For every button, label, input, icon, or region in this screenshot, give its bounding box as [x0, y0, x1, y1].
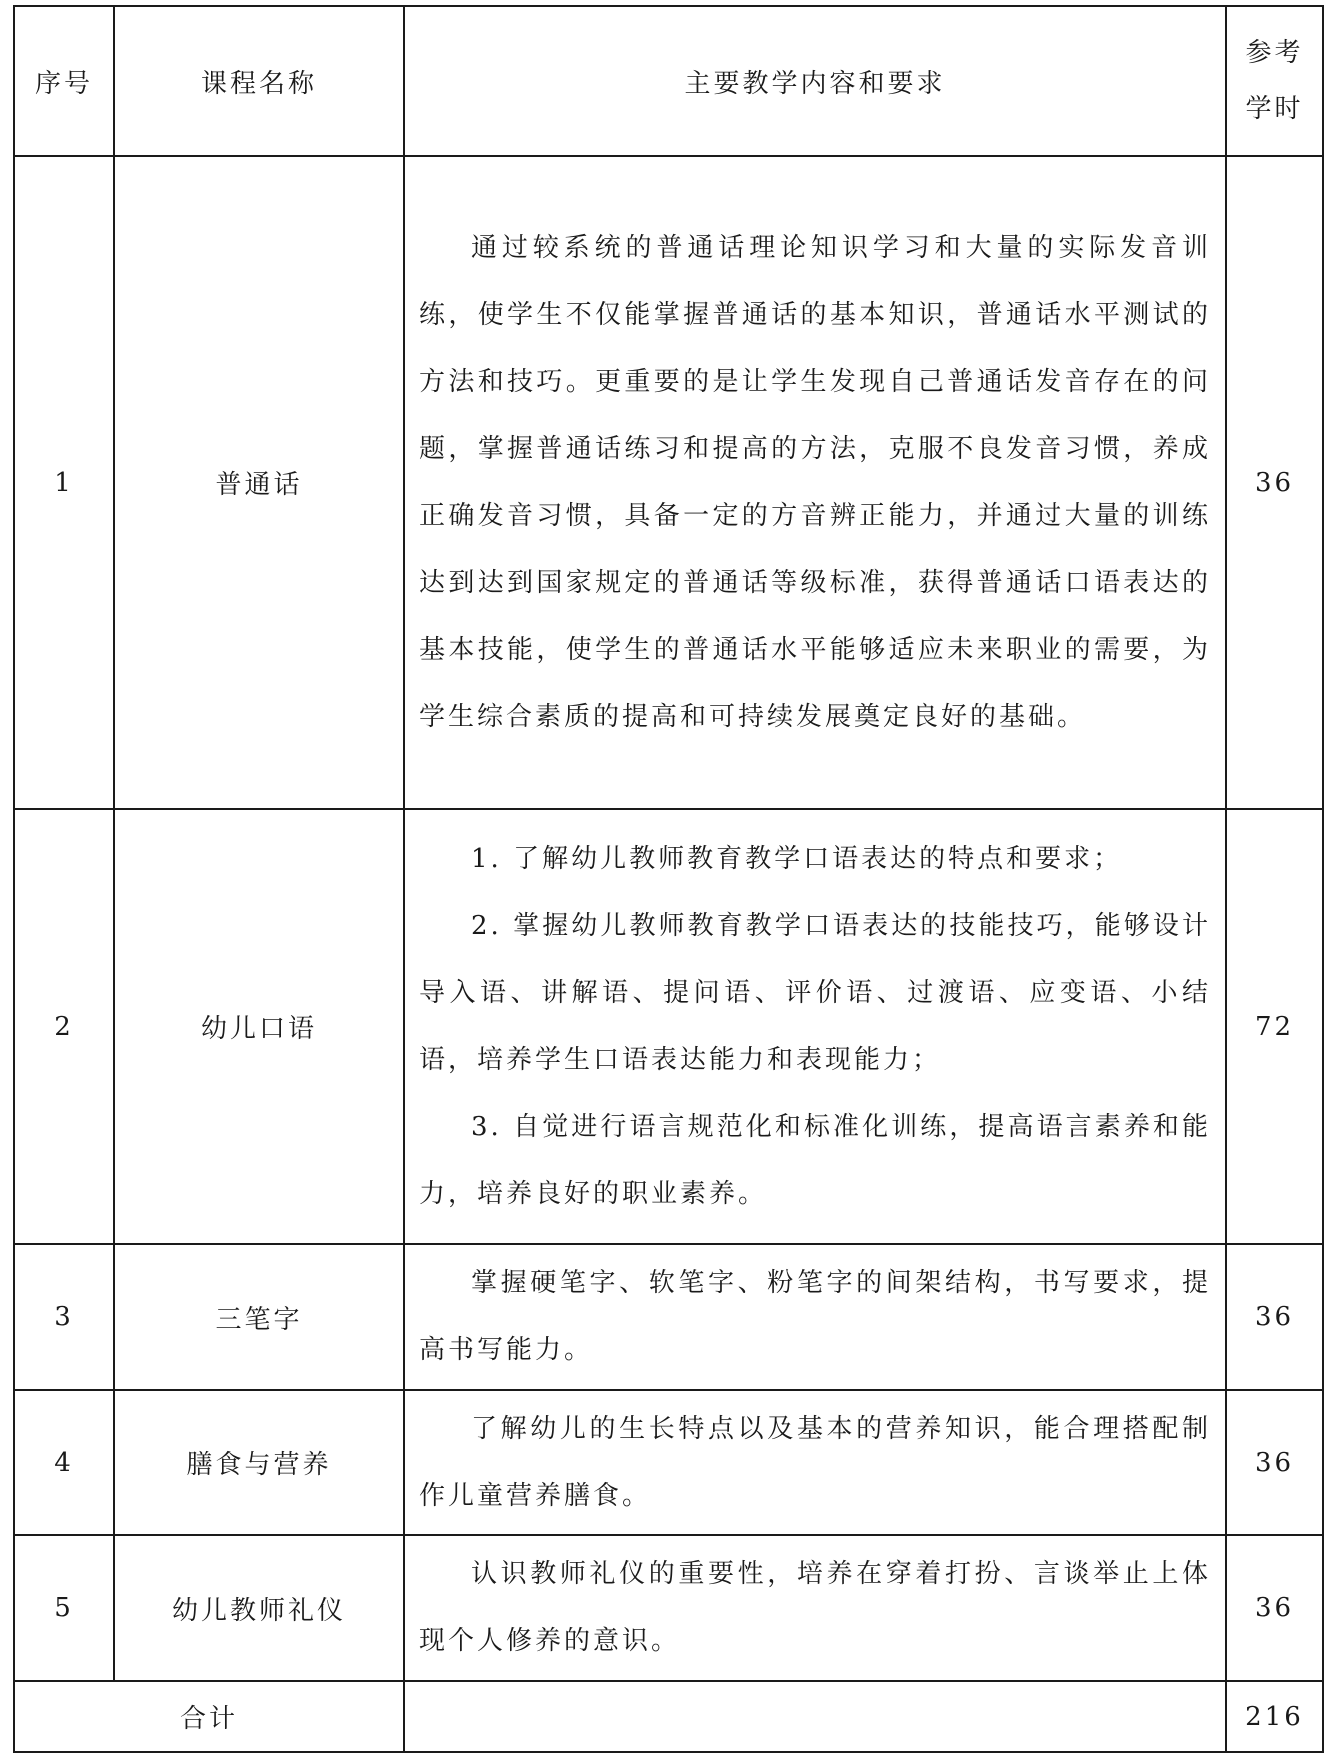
- row-hours: 36: [1226, 1244, 1323, 1390]
- row-content: [404, 1390, 1226, 1535]
- table-row: [14, 809, 1323, 1244]
- content-paragraph: 认识教师礼仪的重要性，培养在穿着打扮、言谈举止上体现个人修养的意识。: [419, 1559, 1211, 1656]
- header-content: 主要教学内容和要求: [404, 6, 1226, 156]
- row-seq: 5: [14, 1535, 114, 1681]
- row-course-name: 三笔字: [114, 1244, 404, 1390]
- total-hours: 216: [1226, 1681, 1323, 1752]
- row-content: [404, 156, 1226, 809]
- table-header-row: [14, 6, 1323, 156]
- course-table: [13, 5, 1324, 1753]
- row-hours: 36: [1226, 1535, 1323, 1681]
- row-hours: 36: [1226, 1390, 1323, 1535]
- content-paragraph: 掌握硬笔字、软笔字、粉笔字的间架结构，书写要求，提高书写能力。: [419, 1268, 1211, 1365]
- row-content: [404, 1244, 1226, 1390]
- table-row: [14, 1535, 1323, 1681]
- row-seq: 2: [14, 809, 114, 1244]
- header-course-name: 课程名称: [114, 6, 404, 156]
- row-seq: 4: [14, 1390, 114, 1535]
- row-course-name: 幼儿口语: [114, 809, 404, 1244]
- header-hours: [1226, 6, 1323, 156]
- row-content: [404, 1535, 1226, 1681]
- header-hours-line1: 参考: [1245, 38, 1304, 68]
- row-seq: 3: [14, 1244, 114, 1390]
- row-seq: 1: [14, 156, 114, 809]
- row-hours: 72: [1226, 809, 1323, 1244]
- content-paragraph: 2. 掌握幼儿教师教育教学口语表达的技能技巧，能够设计导入语、讲解语、提问语、评价语、过渡语、应变语、小结语，培养学生口语表达能力和表现能力；: [419, 910, 1211, 1075]
- total-content: [404, 1681, 1226, 1752]
- row-course-name: 普通话: [114, 156, 404, 809]
- row-hours: 36: [1226, 156, 1323, 809]
- content-paragraph: 了解幼儿的生长特点以及基本的营养知识，能合理搭配制作儿童营养膳食。: [419, 1413, 1211, 1511]
- table-row: [14, 1390, 1323, 1535]
- header-hours-line2: 学时: [1245, 94, 1304, 124]
- table-row: [14, 1244, 1323, 1390]
- row-course-name: 膳食与营养: [114, 1390, 404, 1535]
- header-seq: 序号: [14, 6, 114, 156]
- row-content: [404, 809, 1226, 1244]
- content-paragraph: 1. 了解幼儿教师教育教学口语表达的特点和要求；: [471, 843, 1123, 874]
- content-paragraph: 通过较系统的普通话理论知识学习和大量的实际发音训练，使学生不仅能掌握普通话的基本知识，普通话水平测试的方法和技巧。更重要的是让学生发现自己普通话发音存在的问题，掌握普通话练习和提高的方法，克服不良发音习惯，养成正确发音习惯，具备一定的方音辨正能力，并通过大量的训练达到达到国家规定的普通话等级标准，获得普通话口语表达的基本技能，使学生的普通话水平能够适应未来职业的需要，为学生综合素质的提高和可持续发展奠定良好的基础。: [419, 232, 1211, 732]
- document-page: [13, 5, 1324, 1753]
- content-paragraph: 3. 自觉进行语言规范化和标准化训练，提高语言素养和能力，培养良好的职业素养。: [419, 1111, 1211, 1209]
- table-row: [14, 156, 1323, 809]
- total-label: 合计: [14, 1681, 404, 1752]
- row-course-name: 幼儿教师礼仪: [114, 1535, 404, 1681]
- table-total-row: [14, 1681, 1323, 1752]
